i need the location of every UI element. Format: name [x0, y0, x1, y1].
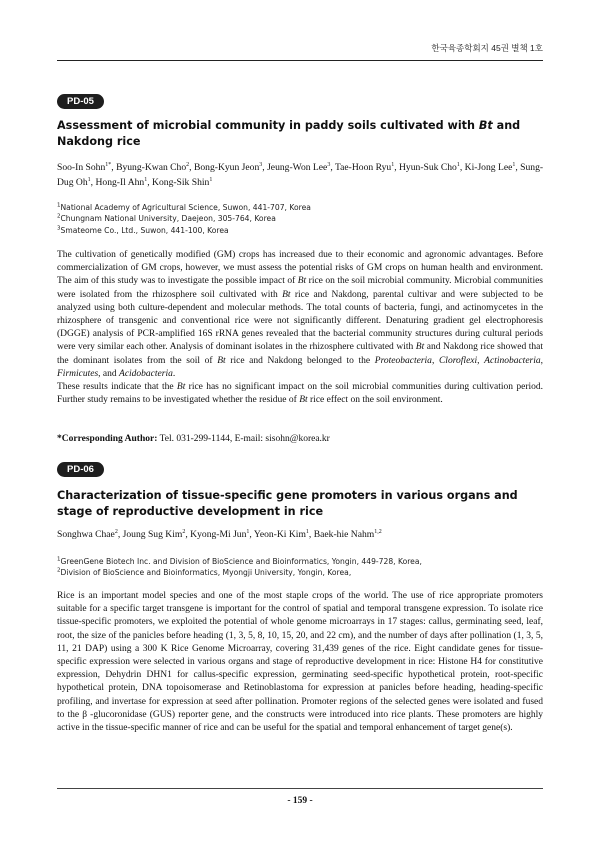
author: Hyun-Suk Cho$^1$, [399, 161, 463, 173]
author: Joung Sug Kim$^2$, [122, 528, 188, 540]
corresponding-label: *Corresponding Author: [57, 434, 158, 444]
author: Bong-Kyun Jeon$^3$, [193, 161, 265, 173]
author: Kong-Sik Shin$^1$ [152, 176, 213, 188]
author: Songhwa Chae$^2$, [57, 528, 121, 540]
abstract-title: Characterization of tissue-specific gene promoters in various organs and stage of reproductive development in rice [57, 489, 518, 518]
author: Kyong-Mi Jun$^1$, [190, 528, 252, 540]
affiliation: $^1$National Academy of Agricultural Science, Suwon, 441-707, Korea [57, 202, 311, 212]
header-rule [57, 60, 543, 61]
journal-header: 한국육종학회지 45권 별책 1호 [431, 43, 543, 53]
abstract-body [57, 249, 543, 407]
author: Sung-Dug Oh$^1$, [57, 162, 544, 188]
abstract-paragraph: These results indicate that the Bt rice has no significant impact on the soil microbial communities during cultivation period. Further study remains to be investigated whether the residue of Bt rice effect on the soil environment. [57, 382, 543, 406]
author: Soo-In Sohn$^{1*}$, [57, 161, 114, 173]
author-list [57, 160, 549, 190]
abstract-id-badge: PD-05 [57, 94, 104, 109]
author-list [57, 527, 549, 542]
page-number: - 159 - [287, 796, 313, 806]
abstract-body [57, 590, 543, 735]
author: Jeung-Won Lee$^3$, [267, 161, 333, 173]
affiliation-list [57, 202, 549, 236]
corresponding-contact: Tel. 031-299-1144, E-mail: sisohn@korea.kr [157, 434, 330, 444]
footer-rule [57, 788, 543, 789]
author: Yeon-Ki Kim$^1$, [253, 528, 312, 540]
affiliation-list [57, 556, 549, 579]
abstract-id-badge: PD-06 [57, 462, 104, 477]
author: Baek-hie Nahm$^{1,2}$ [313, 528, 382, 540]
affiliation: $^2$Division of BioScience and Bioinformatics, Myongji University, Yongin, Korea, [57, 567, 352, 578]
author: Hong-Il Ahn$^1$, [95, 176, 150, 188]
abstract-paragraph: Rice is an important model species and one of the most staple crops of the world. The use of rice appropriate promoters suitable for a specific target transgene is important for the control of spatial and temporal transgene expression. To isolate rice tissue-specific promoters, we exploited the potential of whole genome microarrays in 17 stages: callus, germinating seed, leaf, root, the size of the panicles before heading (1, 3, 5, 8, 10, 15, 20, and 22 cm), and the number of days after pollination (1, 3, 5, 11, 21 DAP) using a 300 K Rice Genome Microarray, covering 31,439 genes of the rice. Eight candidate genes for tissue-specific expression were selected in various organs and stage of reproductive development in rice: Histone H4 for constitutive expression, Dehydrin DHN1 for callus-specific expression, germinating seed-specific hypothetical protein, root-specific hypothetical protein, DNA topoisomerase and Retinoblastoma for expression at panicles before heading, heading-specific profiling, and invertase for expression at seed after pollination. Promoter regions of the selected genes were isolated and fused to the β -glucoronidase (GUS) reporter gene, and the constructs were introduced into rice plants. These promoters are highly active in the tissue-specific manner of rice and can be useful for the spatial and temporal enhancement of target gene(s). [57, 591, 543, 734]
affiliation: $^3$Smateome Co., Ltd., Suwon, 441-100, Korea [57, 225, 229, 235]
abstract-paragraph: The cultivation of genetically modified (GM) crops has increased due to their economic and agronomic advantages. Before commercialization of GM crops, however, we must assess the potential risks of GM crops on human health and environment. The aim of this study was to investigate the possible impact of Bt rice on the soil microbial community. Microbial communities were isolated from the rhizosphere soil cultivated with Bt rice and Nakdong, parental cultivar and were subjected to be analyzed using both culture-dependent and molecular methods. The total counts of bacteria, fungi, and actinomycetes in the rhizosphere of transgenic and conventional rice were not significantly different. Denaturing gradient gel electrophoresis (DGGE) analysis of PCR-amplified 16S rRNA genes revealed that the bacterial community structures during cultural periods were very similar each other. Analysis of dominant isolates in the rhizosphere cultivated with Bt and Nakdong rice showed that the dominant isolates from the soil of Bt rice and Nakdong belonged to the Proteobacteria, Cloroflexi, Actinobacteria, Firmicutes, and Acidobacteria. [57, 250, 544, 379]
affiliation: $^1$GreenGene Biotech Inc. and Division of BioScience and Bioinformatics, Yongin, 449-728, Korea, [57, 556, 422, 566]
author: Ki-Jong Lee$^1$, [464, 161, 518, 173]
corresponding-author [57, 433, 547, 446]
affiliation: $^2$Chungnam National University, Daejeon, 305-764, Korea [57, 213, 276, 224]
abstract-title: Assessment of microbial community in paddy soils cultivated with Bt and Nakdong rice [57, 119, 521, 148]
author: Byung-Kwan Cho$^2$, [116, 161, 192, 173]
author: Tae-Hoon Ryu$^1$, [334, 161, 397, 173]
